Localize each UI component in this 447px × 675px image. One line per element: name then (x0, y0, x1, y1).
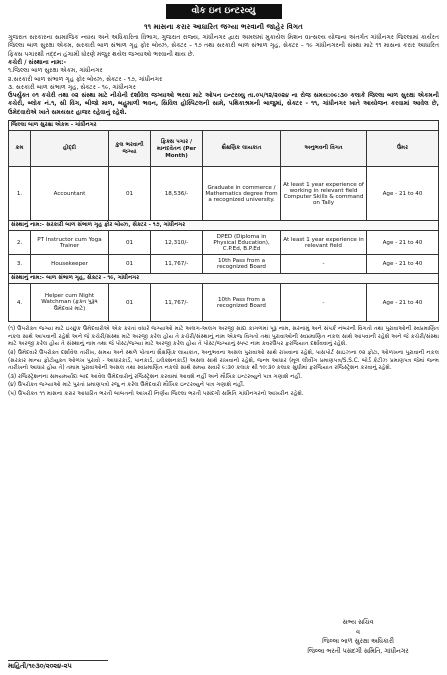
cell-qualification: 10th Pass from a recognized Board (203, 255, 281, 274)
cell-age: Age - 21 to 40 (367, 255, 439, 274)
cell-sr: 3. (9, 255, 31, 274)
note-item: (૧) ઉપરોક્ત જગ્યા માટે ઇચ્છુક ઉમેદવારોએ એક કરતાં વધારે જગ્યાઓ માટે અલગ-અલગ અરજી સાદા કાગળમાં પૂરૂ નામ, સરનામું અને સંપર્ક નંબરની વિગતો તથા પુરાવાઓની સ્વપ્રમાણિત નકલ સાથે આપવાની રહેશે અને જે કચેરી/સંસ્થા માટે અરજી કરેલ હોય તે કચેરી/સંસ્થાનું નામ એકજ વિગતો તથા પુરાવાઓની સ્વપ્રમાણિત નકલ સાથે આપવાની રહેશે અને જે કચેરી/સંસ્થા માટે અરજી કરેલ હોય તે સંસ્થાનું નામ તથા જે પોસ્ટ/જગ્યા માટે અરજી કરેલ હોય તે પોસ્ટ/જગ્યાનું સ્પષ્ટ નામ કવરઉપર ફરજિયાત દર્શાવવાનું રહેશે. (8, 326, 439, 348)
cell-salary: 12,310/- (151, 231, 203, 255)
col-count: કુલ ભરવાની જગ્યા (109, 131, 151, 167)
cell-sr: 2. (9, 231, 31, 255)
cell-post: Accountant (31, 167, 109, 221)
cell-age: Age - 21 to 40 (367, 284, 439, 322)
table-row (9, 167, 439, 221)
table-row (9, 255, 439, 274)
cell-age: Age - 21 to 40 (367, 167, 439, 221)
notice-subtitle: ૧૧ માસના કરાર આધારિત જગ્યા ભરવાની જાહેર વિગત (144, 22, 303, 31)
cell-post: Housekeeper (31, 255, 109, 274)
cell-experience: - (281, 255, 367, 274)
signature-line: જિલ્લા ભરતી પસંદગી સમિતિ, ગાંધીનગર (307, 647, 409, 655)
col-sr: ક્રમ (9, 131, 31, 167)
cell-sr: 1. (9, 167, 31, 221)
section-label: જિલ્લા બાળ સુરક્ષા એકમ - ગાંધીનગર (9, 121, 439, 131)
col-age: ઉંમર (367, 131, 439, 167)
intro-paragraph: ગુજરાત સરકારના સામાજિક ન્યાય અને અધિકારિતા વિભાગ, ગુજરાત રાજ્ય, ગાંધીનગર દ્વારા અમલમાં મુકાયેલ મિશન વાત્સલ્ય યોજના અંતર્ગત ગાંધીનગર જિલ્લામાં કાર્યરત જિલ્લા બાળ સુરક્ષા એકમ, સરકારી બાળ સંભાળ ગૃહ ફોર બોય્ઝ, સેક્ટર – ૧૭ તથા સરકારી બાળ સંભાળ ગૃહ, સેક્ટર – ૧૯ ગાંધીનગરની સંસ્થા માટે ૧૧ માસના કરાર આધારિત ફિક્સ પગારથી તદ્દન હંગામી ધોરણે મંજુર થયેલ જગ્યાઓ ભરવાની થાય છે. (8, 34, 439, 58)
notes-section (8, 326, 439, 398)
table-section-row (9, 274, 439, 284)
signature-line: જિલ્લા બાળ સુરક્ષા અધિકારી (322, 638, 394, 645)
office-item: ૨.સરકારી બાળ સંભાળ ગૃહ ફોર બોય્ઝ, સેક્ટર - ૧૭, ગાંધીનગર (8, 75, 163, 83)
note-item: (૪) ઉપરોક્ત જગ્યાઓ માટે પુરતાં પ્રમાણપત્રો રજુ ન કરેલ ઉમેદવારો મૌખિક ઇન્ટરવ્યુને પાત્ર ગણાશે નહીં. (8, 382, 245, 389)
cell-qualification: 10th Pass from a recognized Board (203, 284, 281, 322)
offices-heading: કચેરી / સંસ્થાના નામ:- (8, 59, 67, 67)
offices-list (8, 59, 439, 92)
cell-salary: 18,536/- (151, 167, 203, 221)
col-salary: ફિક્સ પગાર / માનદવેતન (Per Month) (151, 131, 203, 167)
cell-post: Helper cum Night Watchman (ફક્ત પુરૂષ ઉમેદવાર માટે) (31, 284, 109, 322)
cell-qualification: Graduate in commerce / Mathematics degree from a recognized university. (203, 167, 281, 221)
table-section-row (9, 121, 439, 131)
section-label: સંસ્થાનું નામ:- સરકારી બાળ સંભાળ ગૃહ ફોર બોય્ઝ, સેક્ટર - ૧૭, ગાંધીનગર (9, 221, 439, 231)
cell-sr: 4. (9, 284, 31, 322)
cell-experience: - (281, 284, 367, 322)
vacancy-table (8, 120, 439, 322)
office-item: ૩. સરકારી બાળ સંભાળ ગૃહ, સેક્ટર - ૧૯, ગાંધીનગર (8, 83, 136, 91)
signature-block (283, 618, 433, 656)
col-qualification: શૈક્ષણિક લાયકાત (203, 131, 281, 167)
cell-count: 01 (109, 284, 151, 322)
cell-experience: At least 1 year experience of working in relevant field Computer Skills & command on Tally (281, 167, 367, 221)
signature-line: સભ્ય સચિવ (342, 619, 374, 626)
notice-title: વોક ઇન ઇન્ટરવ્યુ (166, 4, 282, 19)
note-item: (૫) ઉપરોક્ત ૧૧ માસના કરાર આધારિત ભરતી બાબતનો આખરી નિર્ણય જિલ્લા ભરતી પસંદગી સમિતિ ગાંધીનગરનો આખરીન રહેશે. (8, 391, 304, 397)
table-row (9, 231, 439, 255)
interview-details-paragraph: ઉપર્યુક્ત ૦૧ કચેરી તથા ૦૨ સંસ્થા માટે નીચેની દર્શાવેલ જગ્યાઓ ભરવા માટે ઓપન ઇન્ટરવ્યુ તા.૦૫/૧૨/૨૦૨૪ ના રોજ સમય:૦૯:૩૦ કલાકે જિલ્લા બાળ સુરક્ષા એકમની કચેરી, બ્લોક નં.૧, સી વિંગ, બીજો માળ, બહુમાળી ભવન, સિવિલ હોસ્પિટલની સામે, પથિકાશ્રમની બાજુમાં, સેક્ટર - ૧૧, ગાંધીનગર ખાતે આયોજન કરવામાં આવેલ છે, ઉમેદવારોએ ખાતે સમયસર હાજર રહેવાનું રહેશે. (8, 92, 439, 116)
col-post: હોદ્દો (31, 131, 109, 167)
cell-count: 01 (109, 255, 151, 274)
cell-salary: 11,767/- (151, 255, 203, 274)
cell-count: 01 (109, 231, 151, 255)
table-header-row (9, 131, 439, 167)
section-label: સંસ્થાનું નામ:- બાળ સંભાળ ગૃહ, સેક્ટર - ૧૯, ગાંધીનગર (9, 274, 439, 284)
note-item: (૨) ઉમેદવારે ઉપરોક્ત દર્શાવેલ તારીખ, સમય અને સ્થળે પોતાના શૈક્ષણિક લાયકાત, અનુભવના અસલ પુરાવાઓ સાથે રાખવાના રહેશે, પાસપોર્ટ સાઇઝના ૦૨ ફોટા, ઓળખના પુરાવાની નકલ (સરકાર માન્ય ફોટોયુક્ત ઓળખ પુરાવો - આધારકાર્ડ, પાનકાર્ડ, ઇલેક્શનકાર્ડ) અસલ સાથે રાખવાનો રહેશે, જન્મ આધાર (મૂળ લીવીંગ પ્રમાણપત્ર/S.S.C. બોર્ડ કેટીઝ પ્રમાણપત્ર જેમાં જન્મ તારીખનો આધાર હોય તે) તમામ પુરાવાઓની અસલ તથા સ્વપ્રમાણિત નકલો સાથે સમય સવારે ૯:૩૦ કલાક થી ૧૦:૩૦ કલાક સુધીમાં ફરજિયાત રજિસ્ટ્રેશન કરવાનું રહેશે. (8, 350, 439, 372)
cell-experience: At least 1 year experience in relevant field (281, 231, 367, 255)
note-item: (૩) રજિસ્ટ્રેશનના સમયમર્યાદા બાદ આવેલ ઉમેદવારોનું રજિસ્ટ્રેશન કરવામાં આવશે નહીં અને મૌખિક ઇન્ટરવ્યુને પાત્ર ગણાશે નહીં. (8, 373, 302, 380)
table-section-row (9, 221, 439, 231)
table-row (9, 284, 439, 322)
cell-post: PT Instructor cum Yoga Trainer (31, 231, 109, 255)
cell-age: Age - 21 to 40 (367, 231, 439, 255)
info-reference-code: માહિતી/૧૯૩૦/૨૦૨૪-૨૫ (8, 660, 108, 671)
cell-salary: 11,767/- (151, 284, 203, 322)
office-item: ૧.જિલ્લા બાળ સુરક્ષા એકમ, ગાંધીનગર (8, 67, 103, 75)
cell-count: 01 (109, 167, 151, 221)
cell-qualification: DPED (Diploma in Physical Education), C.P.Ed, B.P.Ed (203, 231, 281, 255)
signature-line: વ (356, 628, 360, 636)
col-experience: અનુભવની વિગત (281, 131, 367, 167)
